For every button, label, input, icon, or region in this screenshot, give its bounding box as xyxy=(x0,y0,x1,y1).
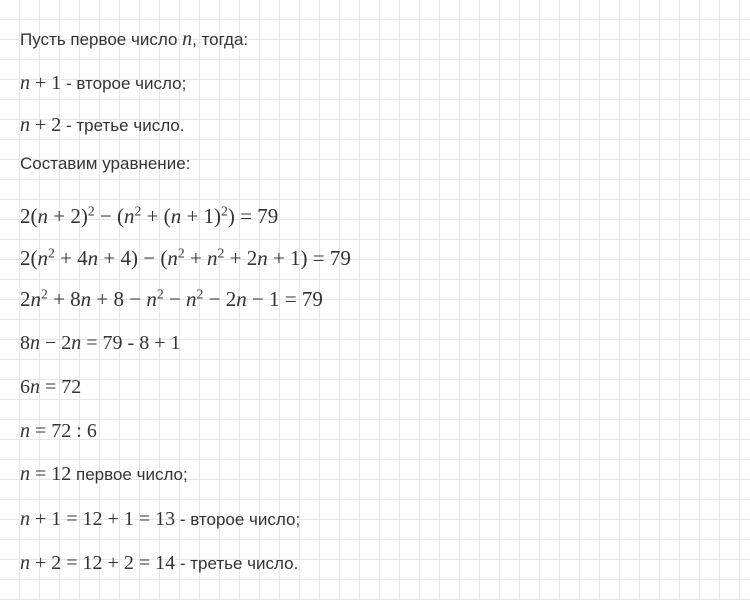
intro-line xyxy=(20,28,248,51)
third-number-expr: n + 2 xyxy=(20,114,62,136)
third-number-label: - третье число. xyxy=(61,116,185,135)
second-number-expr: n + 1 xyxy=(20,72,62,94)
third-number-result xyxy=(20,552,298,575)
second-number-label: - второе число; xyxy=(61,74,187,93)
first-number-label: первое число; xyxy=(71,465,188,484)
equation-1: $2(n + 2)^2 - (n^2 + (n + 1)^2) = 79$ xyxy=(20,203,279,228)
equation-4: 8n − 2n = 79 - 8 + 1 xyxy=(20,332,181,354)
third-number-result-label: - третье число. xyxy=(175,554,299,573)
equation-5: 6n = 72 xyxy=(20,376,82,398)
intro-suffix: , тогда: xyxy=(192,30,249,49)
intro-var: n xyxy=(182,28,193,50)
second-number-result-label: - второе число; xyxy=(175,510,301,529)
first-number-expr: n = 12 xyxy=(20,463,72,485)
equation-2: $2(n^2 + 4n + 4) - (n^2 + n^2 + 2n + 1) = 79$ xyxy=(20,245,351,270)
second-number-line xyxy=(20,72,186,95)
equation-6: n = 72 : 6 xyxy=(20,420,97,442)
equation-3: $2n^2 + 8n + 8 - n^2 - n^2 - 2n - 1 = 79$ xyxy=(20,286,323,311)
compose-equation-text: Составим уравнение: xyxy=(20,154,191,173)
compose-equation-line xyxy=(20,153,190,175)
intro-text: Пусть первое число xyxy=(20,30,183,49)
second-number-calc: n + 1 = 12 + 1 = 13 xyxy=(20,508,176,530)
second-number-result xyxy=(20,508,300,531)
third-number-line xyxy=(20,114,184,137)
first-number-result xyxy=(20,463,188,486)
third-number-calc: n + 2 = 12 + 2 = 14 xyxy=(20,552,176,574)
